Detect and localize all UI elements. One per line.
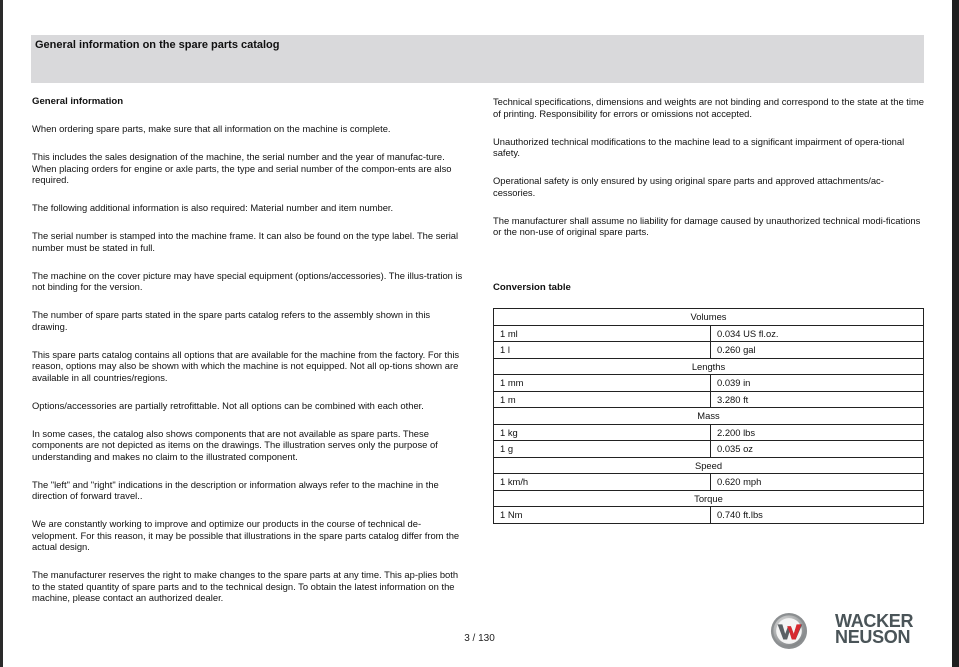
metric-cell: 1 mm: [494, 375, 711, 392]
table-row: [494, 375, 924, 392]
section-label: Torque: [494, 490, 924, 507]
paragraph: The manufacturer shall assume no liability for damage caused by unauthorized technical modi-fications or the non-use of original spare parts.: [493, 214, 921, 237]
paragraph: The following additional information is also required: Material number and item number.: [32, 202, 394, 213]
page-number: 3 / 130: [464, 633, 495, 644]
metric-cell: 1 kg: [494, 424, 711, 441]
imperial-cell: 3.280 ft: [711, 391, 924, 408]
metric-cell: 1 g: [494, 441, 711, 458]
imperial-cell: 0.035 oz: [711, 441, 924, 458]
table-section-row: [494, 408, 924, 425]
paragraph: This includes the sales designation of the machine, the serial number and the year of manufac-ture. When placing orders for engine or axle parts, the type and serial number of the compon-ents are also required.: [32, 151, 452, 185]
paragraph: We are constantly working to improve and optimize our products in the course of technical de-velopment. For this reason, it may be possible that illustrations in the spare parts catalog differ from the actual design.: [32, 518, 460, 552]
paragraph: Technical specifications, dimensions and weights are not binding and correspond to the state at the time of printing. Responsibility for errors or omissions not accepted.: [493, 96, 924, 119]
table-section-row: [494, 490, 924, 507]
general-information-heading: General information: [32, 96, 124, 107]
conversion-table: [493, 308, 924, 524]
brand-line-2: NEUSON: [835, 627, 911, 647]
paragraph: When ordering spare parts, make sure that all information on the machine is complete.: [32, 123, 391, 134]
table-section-row: [494, 457, 924, 474]
paragraph: The "left" and "right" indications in the description or information always refer to the machine in the direction of forward travel..: [32, 478, 439, 501]
table-row: [494, 507, 924, 524]
paragraph: Options/accessories are partially retrofittable. Not all options can be combined with each other.: [32, 399, 424, 411]
section-label: Lengths: [494, 358, 924, 375]
table-section-row: [494, 309, 924, 326]
table-row: [494, 424, 924, 441]
paragraph: The machine on the cover picture may have special equipment (options/accessories). The illus-tration is not binding for the version.: [32, 269, 463, 292]
imperial-cell: 0.034 US fl.oz.: [711, 325, 924, 342]
table-row: [494, 441, 924, 458]
imperial-cell: 0.620 mph: [711, 474, 924, 491]
paragraph: Unauthorized technical modifications to the machine lead to a significant impairment of opera-tional safety.: [493, 135, 905, 158]
imperial-cell: 0.039 in: [711, 375, 924, 392]
table-section-row: [494, 358, 924, 375]
brand-line-1: WACKER: [835, 611, 914, 631]
viewer-left-border: [0, 0, 3, 667]
page-title: General information on the spare parts catalog: [35, 39, 280, 51]
section-label: Volumes: [494, 309, 924, 326]
left-column: [32, 96, 464, 620]
conversion-table-heading: Conversion table: [493, 282, 571, 293]
paragraph: Operational safety is only ensured by using original spare parts and approved attachments/ac-cessories.: [493, 175, 884, 198]
table-row: [494, 342, 924, 359]
imperial-cell: 0.740 ft.lbs: [711, 507, 924, 524]
paragraph: This spare parts catalog contains all options that are available for the machine from the factory. For this reason, options may also be shown with which the machine is not equipped. Not all op-tions shown are available in all countries/regions.: [32, 348, 460, 383]
viewer-right-border: [952, 0, 959, 667]
metric-cell: 1 m: [494, 391, 711, 408]
paragraph: In some cases, the catalog also shows components that are not available as spare parts. These components are not depicted as items on the drawings. The illustration serves only the purpose of understanding and makes no claim to the illustrated component.: [32, 427, 438, 462]
paragraph: The number of spare parts stated in the spare parts catalog refers to the assembly shown in this drawing.: [32, 309, 431, 332]
imperial-cell: 0.260 gal: [711, 342, 924, 359]
right-column: [493, 96, 925, 293]
paragraph: The serial number is stamped into the machine frame. It can also be found on the type label. The serial number must be stated in full.: [32, 230, 459, 253]
brand-wordmark: [835, 613, 913, 645]
section-label: Speed: [494, 457, 924, 474]
wacker-neuson-logo-icon: [770, 612, 808, 650]
metric-cell: 1 Nm: [494, 507, 711, 524]
table-row: [494, 325, 924, 342]
section-title-band: [31, 35, 924, 83]
paragraph: The manufacturer reserves the right to make changes to the spare parts at any time. This ap-plies both to the stated quantity of spare parts and to the technical design. To obtain the latest information on the machine, please contact an authorized dealer.: [32, 569, 459, 603]
metric-cell: 1 ml: [494, 325, 711, 342]
table-row: [494, 474, 924, 491]
metric-cell: 1 l: [494, 342, 711, 359]
table-row: [494, 391, 924, 408]
imperial-cell: 2.200 lbs: [711, 424, 924, 441]
metric-cell: 1 km/h: [494, 474, 711, 491]
section-label: Mass: [494, 408, 924, 425]
